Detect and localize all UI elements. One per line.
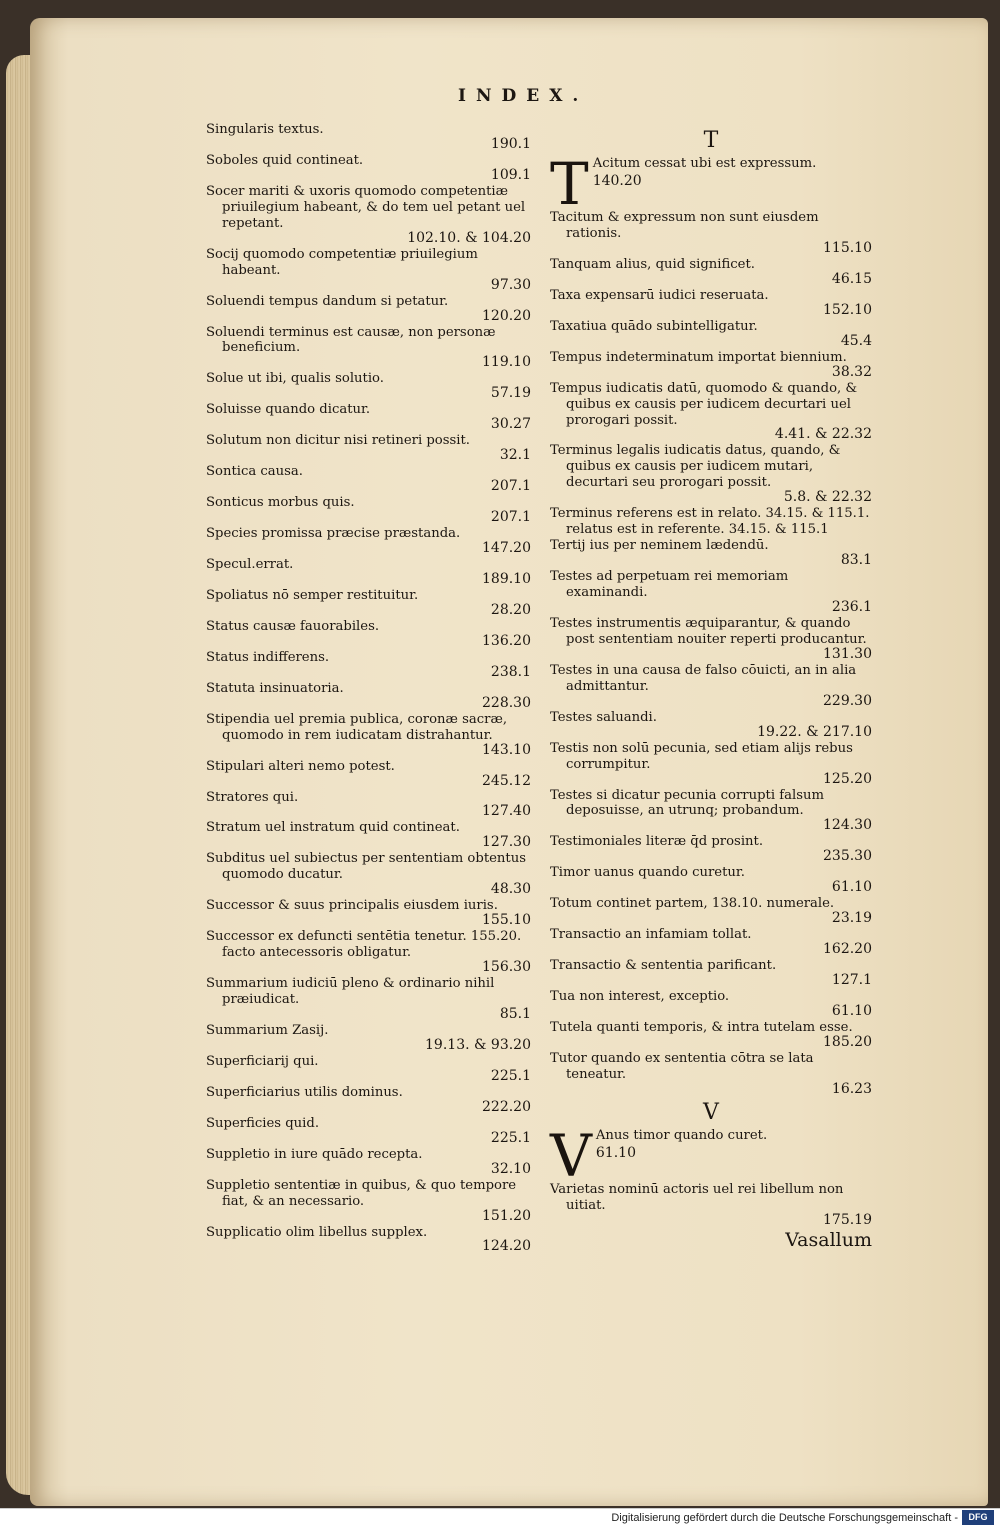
entry-text: Socij quomodo competentiæ priuilegium habeant. <box>206 246 478 278</box>
entry-text: Supplicatio olim libellus supplex. <box>206 1224 428 1240</box>
entry-text: Successor ex defuncti sentētia tenetur. 155.20. facto antecessoris obligatur. <box>206 929 522 961</box>
index-entry <box>550 350 872 381</box>
entry-text: Tempus indeterminatum importat biennium. <box>550 349 847 365</box>
entry-reference: 45.4 <box>840 332 872 349</box>
entry-reference: 28.20 <box>490 601 531 618</box>
index-entry <box>206 294 531 325</box>
entry-reference: 124.30 <box>823 817 872 834</box>
entry-text: Soluisse quando dicatur. <box>206 402 371 418</box>
entry-reference: 61.10 <box>595 1144 636 1161</box>
index-entry <box>550 865 872 896</box>
entry-reference: 125.20 <box>823 770 872 787</box>
index-entry <box>206 790 531 821</box>
entry-text: Suppletio sententiæ in quibus, & quo tempore fiat, & an necessario. <box>206 1177 517 1209</box>
entry-reference: 61.10 <box>831 1003 872 1019</box>
entry-text: Successor & suus principalis eiusdem iuris. <box>206 898 498 914</box>
index-entry <box>206 402 531 433</box>
entry-text: Taxa expensarū iudici reseruata. <box>550 287 769 303</box>
index-entry <box>550 288 872 319</box>
entry-reference: 4.41. & 22.32 <box>774 426 872 443</box>
index-entry <box>550 788 872 835</box>
index-entry <box>206 976 531 1023</box>
entry-text: Subditus uel subiectus per sententiam obtentus quomodo ducatur. <box>206 851 526 883</box>
letter-heading-t: T <box>703 128 719 153</box>
running-header: INDEX. <box>458 86 589 106</box>
drop-capital: V <box>550 1121 592 1190</box>
entry-text: Solue ut ibi, qualis solutio. <box>206 371 384 387</box>
index-entry <box>206 495 531 526</box>
index-entry <box>550 150 872 218</box>
entry-reference: 151.20 <box>482 1207 531 1224</box>
entry-text: Totum continet partem, 138.10. numerale. <box>550 896 835 912</box>
entry-text: Stipendia uel premia publica, coronæ sacræ, quomodo in rem iudicatam distrahantur. <box>206 711 508 743</box>
entry-reference: 175.19 <box>823 1211 872 1228</box>
index-entry <box>206 1147 531 1178</box>
entry-reference: 207.1 <box>490 478 531 495</box>
entry-reference: 127.40 <box>482 803 531 820</box>
entry-reference: 23.19 <box>831 910 872 927</box>
entry-text: Stratum uel instratum quid contineat. <box>206 820 460 836</box>
index-entry <box>206 184 531 247</box>
entry-reference: 119.10 <box>482 354 531 371</box>
footer-credit: Digitalisierung gefördert durch die Deutsche Forschungsgemeinschaft - <box>611 1512 958 1524</box>
entry-text: Varietas nominū actoris uel rei libellum non uitiat. <box>550 1181 844 1213</box>
index-entry <box>550 741 872 788</box>
entry-reference: 30.27 <box>490 416 531 433</box>
dfg-logo: DFG <box>962 1510 994 1525</box>
entry-reference: 83.1 <box>840 552 872 569</box>
entry-text: Status causæ fauorabiles. <box>206 618 380 634</box>
entry-reference: 127.1 <box>831 972 872 989</box>
index-entry <box>206 820 531 851</box>
index-entry <box>550 1051 872 1098</box>
index-entry <box>206 681 531 712</box>
catchword: Vasallum <box>785 1228 872 1251</box>
entry-text: Tanquam alius, quid significet. <box>550 256 755 272</box>
index-entry <box>206 619 531 650</box>
index-entry <box>550 958 872 989</box>
entry-reference: 131.30 <box>823 645 872 662</box>
entry-reference: 38.32 <box>831 363 872 380</box>
entry-text: Testes saluandi. <box>550 709 657 725</box>
index-entry <box>550 257 872 288</box>
entry-text: Terminus referens est in relato. 34.15. & 115.1. relatus est in referente. 34.15. & 115.1 <box>550 506 870 538</box>
entry-text: Testes instrumentis æquiparantur, & quando post sententiam nouiter reperti producantur. <box>550 615 867 647</box>
index-entry <box>206 650 531 681</box>
entry-reference: 109.1 <box>490 166 531 183</box>
index-entry <box>206 1023 531 1054</box>
entry-text: Acitum cessat ubi est expressum. <box>592 156 817 171</box>
entry-text: Stratores qui. <box>206 789 299 805</box>
index-entry <box>206 851 531 898</box>
entry-reference: 235.30 <box>823 848 872 865</box>
entry-text: Summarium Zasij. <box>206 1022 329 1038</box>
index-entry <box>550 506 872 538</box>
entry-text: Testes ad perpetuam rei memoriam examinandi. <box>550 569 789 600</box>
index-entry <box>206 929 531 976</box>
entry-text: Testimoniales literæ q̄d prosint. <box>550 834 764 850</box>
drop-capital: T <box>550 150 589 218</box>
index-entry <box>550 210 872 257</box>
entry-reference: 19.22. & 217.10 <box>757 723 872 740</box>
entry-reference: 97.30 <box>490 276 531 293</box>
entry-reference: 124.20 <box>482 1238 531 1255</box>
entry-reference: 229.30 <box>823 692 872 709</box>
entry-reference: 238.1 <box>490 663 531 680</box>
entry-text: Testis non solū pecunia, sed etiam alijs rebus corrumpitur. <box>550 740 853 772</box>
entry-reference: 57.19 <box>490 385 531 402</box>
entry-reference: 19.13. & 93.20 <box>425 1036 531 1053</box>
index-entry <box>206 588 531 619</box>
entry-reference: 190.1 <box>490 135 531 152</box>
entry-reference: 85.1 <box>499 1005 531 1022</box>
entry-reference: 185.20 <box>823 1033 872 1050</box>
entry-text: Sonticus morbus quis. <box>206 495 355 511</box>
entry-reference: 120.20 <box>482 307 531 324</box>
index-entry <box>206 1116 531 1147</box>
entry-text: Soluendi terminus est causæ, non personæ beneficium. <box>206 324 496 356</box>
index-entry <box>206 557 531 588</box>
index-entry <box>550 834 872 865</box>
index-entry <box>550 989 872 1020</box>
entry-text: Stipulari alteri nemo potest. <box>206 758 395 774</box>
index-entry <box>550 538 872 569</box>
entry-reference: 207.1 <box>490 509 531 526</box>
entry-text: Socer mariti & uxoris quomodo competentiæ priuilegium habeant, & do tem uel petant uel repetant. <box>206 183 526 231</box>
entry-text: Soboles quid contineat. <box>206 152 364 168</box>
index-entry <box>550 1182 872 1229</box>
entry-text: Solutum non dicitur nisi retineri possit. <box>206 433 470 449</box>
index-entry <box>550 1121 872 1190</box>
entry-text: Summarium iudiciū pleno & ordinario nihil præiudicat. <box>206 976 495 1007</box>
entry-text: Transactio an infamiam tollat. <box>550 927 752 943</box>
entry-text: Anus timor quando curet. <box>595 1127 768 1143</box>
entry-reference: 32.10 <box>490 1160 531 1177</box>
index-entry <box>550 1020 872 1051</box>
entry-reference: 16.23 <box>831 1080 872 1097</box>
left-column <box>206 122 531 1255</box>
entry-reference: 61.10 <box>831 879 872 896</box>
index-entry <box>206 325 531 372</box>
entry-reference: 115.10 <box>823 239 872 256</box>
entry-reference: 156.30 <box>482 959 531 976</box>
entry-reference: 46.15 <box>831 270 872 287</box>
entry-reference: 189.10 <box>482 570 531 587</box>
index-entry <box>206 1178 531 1225</box>
index-entry <box>206 433 531 464</box>
entry-reference: 48.30 <box>490 881 531 898</box>
entry-text: Tutela quanti temporis, & intra tutelam esse. <box>550 1020 853 1035</box>
entry-text: Specul.errat. <box>206 557 294 572</box>
entry-text: Sontica causa. <box>206 464 303 480</box>
index-entry <box>206 759 531 790</box>
index-entry <box>206 122 531 153</box>
entry-reference: 143.10 <box>482 741 531 758</box>
entry-text: Superficiarius utilis dominus. <box>206 1084 403 1100</box>
entry-reference: 5.8. & 22.32 <box>783 489 872 506</box>
entry-text: Spoliatus nō semper restituitur. <box>206 587 419 603</box>
index-entry <box>550 663 872 710</box>
entry-reference: 245.12 <box>482 772 531 789</box>
index-entry <box>550 381 872 444</box>
index-entry <box>206 247 531 294</box>
index-entry <box>206 526 531 557</box>
entry-text: Tutor quando ex sententia cōtra se lata teneatur. <box>550 1050 814 1082</box>
entry-text: Terminus legalis iudicatis datus, quando, & quibus ex causis per iudicem mutari, decurtari seu prorogari possit. <box>550 443 841 491</box>
index-entry <box>550 443 872 506</box>
entry-text: Soluendi tempus dandum si petatur. <box>206 293 449 309</box>
index-entry <box>550 896 872 927</box>
index-entry <box>550 927 872 958</box>
index-entry <box>206 1225 531 1256</box>
entry-text: Transactio & sententia parificant. <box>550 958 777 974</box>
entry-reference: 228.30 <box>482 694 531 711</box>
index-entry <box>550 710 872 741</box>
index-entry <box>550 569 872 616</box>
index-entry <box>550 616 872 663</box>
entry-text: Superficies quid. <box>206 1115 320 1131</box>
entry-text: Tempus iudicatis datū, quomodo & quando, & quibus ex causis per iudicem decurtari uel prorogari possit. <box>550 380 858 428</box>
entry-reference: 147.20 <box>482 540 531 556</box>
entry-reference: 127.30 <box>482 834 531 851</box>
index-entry <box>550 319 872 350</box>
entry-reference: 102.10. & 104.20 <box>407 229 531 246</box>
entry-reference: 140.20 <box>592 172 642 189</box>
entry-reference: 236.1 <box>831 598 872 615</box>
entry-text: Tacitum & expressum non sunt eiusdem rationis. <box>550 210 819 241</box>
entry-text: Superficiarij qui. <box>206 1053 319 1069</box>
index-entry <box>206 371 531 402</box>
entry-text: Suppletio in iure quādo recepta. <box>206 1146 423 1162</box>
right-column <box>550 126 872 1249</box>
entry-text: Tertij ius per neminem lædendū. <box>550 538 769 554</box>
entry-text: Tua non interest, exceptio. <box>550 989 730 1005</box>
entry-text: Species promissa præcise præstanda. <box>206 526 461 542</box>
entry-text: Statuta insinuatoria. <box>206 680 344 696</box>
entry-reference: 32.1 <box>499 447 531 464</box>
index-entry <box>206 153 531 184</box>
entry-reference: 225.1 <box>490 1129 531 1146</box>
index-entry <box>206 712 531 759</box>
entry-text: Taxatiua quādo subintelligatur. <box>550 318 758 334</box>
entry-text: Status indifferens. <box>206 649 330 665</box>
entry-reference: 222.20 <box>482 1098 531 1115</box>
entry-reference: 162.20 <box>823 941 872 958</box>
index-entry <box>206 1054 531 1085</box>
entry-text: Timor uanus quando curetur. <box>550 865 745 881</box>
entry-reference: 152.10 <box>823 301 872 318</box>
index-entry <box>206 1085 531 1116</box>
entry-reference: 136.20 <box>482 632 531 649</box>
entry-text: Singularis textus. <box>206 122 324 137</box>
index-entry <box>206 464 531 495</box>
entry-reference: 225.1 <box>490 1067 531 1084</box>
entry-reference: 155.10 <box>482 912 531 929</box>
index-entry <box>206 898 531 929</box>
letter-heading-v: V <box>703 1099 719 1125</box>
entry-text: Testes in una causa de falso cōuicti, an in alia admittantur. <box>550 662 857 694</box>
entry-text: Testes si dicatur pecunia corrupti falsum deposuisse, an utrunq; probandum. <box>550 787 824 819</box>
